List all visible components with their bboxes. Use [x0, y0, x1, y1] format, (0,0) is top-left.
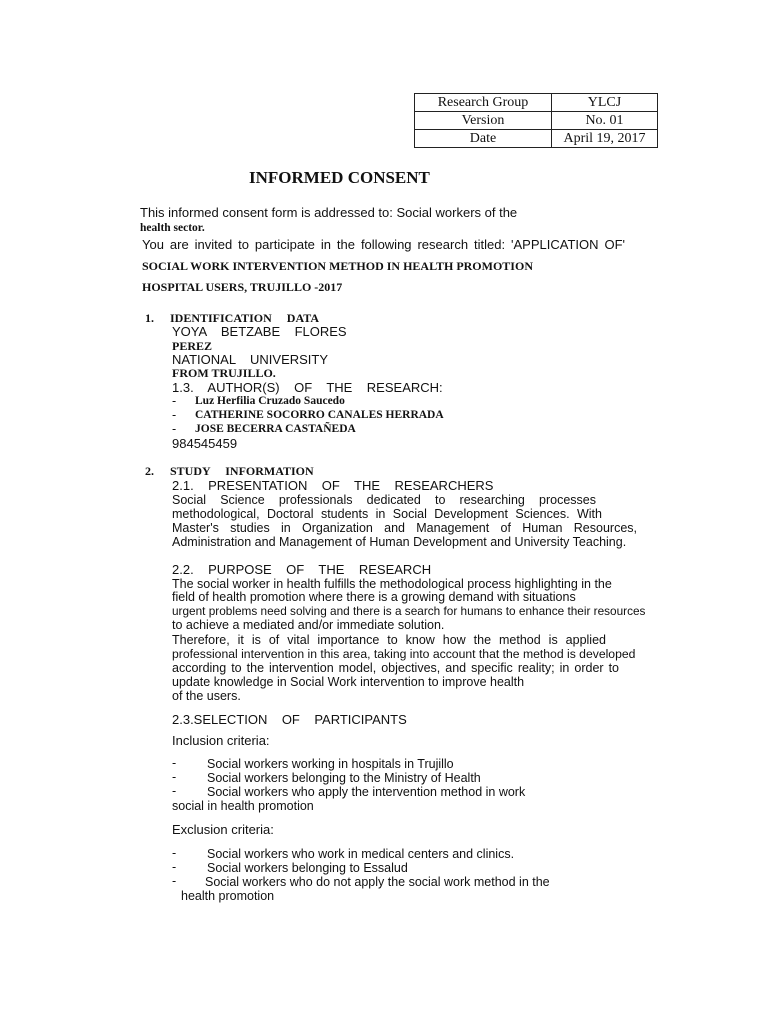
paragraph-line: of the users.: [172, 689, 241, 703]
criteria-heading: Inclusion criteria:: [172, 733, 270, 748]
section-heading: IDENTIFICATION DATA: [170, 311, 320, 325]
list-bullet: -: [172, 770, 177, 784]
list-bullet: -: [172, 860, 177, 874]
author-item: CATHERINE SOCORRO CANALES HERRADA: [195, 409, 444, 421]
exclusion-item: Social workers who do not apply the social work method in the: [205, 875, 550, 889]
paragraph-line: methodological, Doctoral students in Social Development Sciences. With: [172, 507, 602, 521]
intro-line: This informed consent form is addressed to: Social workers of the: [140, 205, 518, 220]
subsection-heading: 2.2. PURPOSE OF THE RESEARCH: [172, 562, 432, 577]
list-bullet: -: [172, 784, 177, 798]
university-line: FROM TRUJILLO.: [172, 366, 276, 380]
author-item: JOSE BECERRA CASTAÑEDA: [195, 423, 356, 435]
paragraph-line: Therefore, it is of vital importance to know how the method is applied: [172, 633, 606, 647]
inclusion-item: Social workers belonging to the Ministry of Health: [207, 771, 481, 785]
inclusion-item: Social workers working in hospitals in Trujillo: [207, 757, 454, 771]
purpose-paragraph: [172, 661, 619, 675]
metadata-row-research-group: [415, 94, 658, 112]
metadata-value: YLCJ: [552, 94, 658, 112]
document-title: INFORMED CONSENT: [249, 168, 430, 187]
author-name-line: YOYA BETZABE FLORES: [172, 324, 347, 339]
metadata-label: Research Group: [415, 94, 552, 112]
phone-number: 984545459: [172, 436, 238, 451]
subsection-heading: 2.1. PRESENTATION OF THE RESEARCHERS: [172, 478, 494, 493]
metadata-row-version: [415, 112, 658, 130]
researchers-paragraph: [172, 521, 637, 535]
document-metadata-table: [414, 93, 658, 148]
paragraph-line: The social worker in health fulfills the methodological process highlighting in the: [172, 577, 612, 591]
research-title-line: SOCIAL WORK INTERVENTION METHOD IN HEALTH PROMOTION: [142, 259, 533, 273]
paragraph-line: field of health promotion where there is a growing demand with situations: [172, 590, 576, 604]
subsection-heading: 2.3.SELECTION OF PARTICIPANTS: [172, 712, 407, 727]
paragraph-line: urgent problems need solving and there is a search for humans to enhance their resources: [172, 604, 646, 618]
list-bullet: -: [172, 394, 177, 408]
research-title-line: HOSPITAL USERS, TRUJILLO -2017: [142, 280, 343, 294]
researchers-paragraph: [172, 507, 602, 521]
inclusion-item-continuation: social in health promotion: [172, 799, 314, 813]
list-bullet: -: [172, 756, 177, 770]
section-number: 2.: [145, 464, 154, 478]
list-bullet: -: [172, 874, 177, 888]
metadata-value: No. 01: [552, 112, 658, 130]
researchers-paragraph: [172, 493, 596, 507]
list-bullet: -: [172, 408, 177, 422]
intro-line: You are invited to participate in the following research titled: 'APPLICATION OF': [142, 237, 625, 252]
metadata-value: April 19, 2017: [552, 130, 658, 148]
metadata-label: Version: [415, 112, 552, 130]
paragraph-line: professional intervention in this area, taking into account that the method is developed: [172, 647, 636, 661]
paragraph-line: Administration and Management of Human Development and University Teaching.: [172, 535, 627, 549]
section-number: 1.: [145, 311, 154, 325]
section-heading: STUDY INFORMATION: [170, 464, 314, 478]
exclusion-item: Social workers belonging to Essalud: [207, 861, 408, 875]
paragraph-line: update knowledge in Social Work intervention to improve health: [172, 675, 525, 689]
paragraph-line: Master's studies in Organization and Management of Human Resources,: [172, 521, 637, 535]
purpose-paragraph: [172, 633, 606, 647]
author-item: Luz Herfilia Cruzado Saucedo: [195, 395, 345, 407]
subsection-heading: 1.3. AUTHOR(S) OF THE RESEARCH:: [172, 380, 443, 395]
paragraph-line: to achieve a mediated and/or immediate solution.: [172, 618, 445, 632]
paragraph-line: according to the intervention model, objectives, and specific reality; in order to: [172, 661, 619, 675]
metadata-label: Date: [415, 130, 552, 148]
list-bullet: -: [172, 846, 177, 860]
criteria-heading: Exclusion criteria:: [172, 822, 274, 837]
exclusion-item: Social workers who work in medical centers and clinics.: [207, 847, 515, 861]
paragraph-line: Social Science professionals dedicated to researching processes: [172, 493, 596, 507]
metadata-row-date: [415, 130, 658, 148]
intro-line: health sector.: [140, 222, 205, 234]
university-line: NATIONAL UNIVERSITY: [172, 352, 329, 367]
author-name-line: PEREZ: [172, 339, 213, 353]
list-bullet: -: [172, 422, 177, 436]
exclusion-item-continuation: health promotion: [181, 889, 275, 903]
inclusion-item: Social workers who apply the intervention method in work: [207, 785, 526, 799]
